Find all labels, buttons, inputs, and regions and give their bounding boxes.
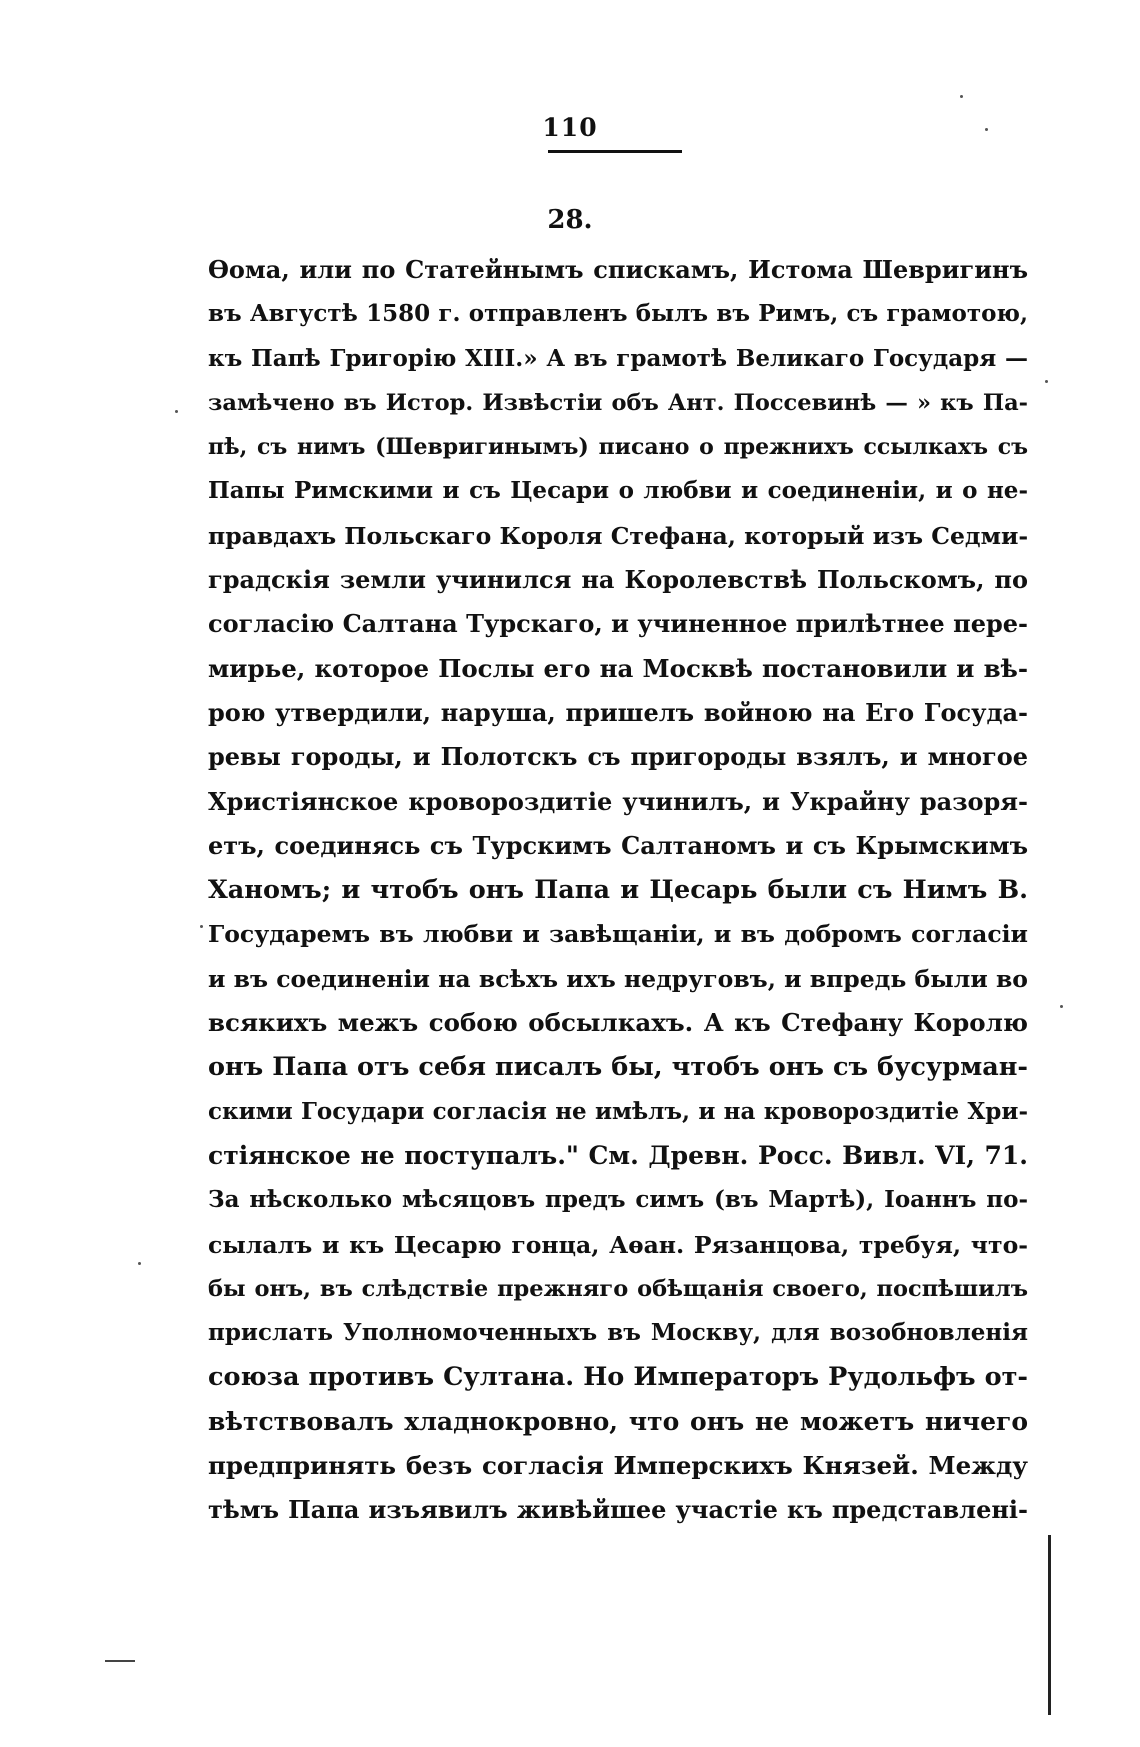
scan-speck <box>960 95 963 98</box>
text-line: Христіянское кровороздитіе учинилъ, и Украйну разоря- <box>208 786 1028 816</box>
text-line: Ѳома, или по Статейнымъ спискамъ, Истома Шевригинъ <box>208 255 1028 284</box>
page-number-rule <box>548 150 682 153</box>
text-line: мирье, которое Послы его на Москвѣ постановили и вѣ- <box>208 653 1028 683</box>
text-line: рою утвердили, нарушa, пришелъ войною на Его Госуда- <box>208 697 1028 727</box>
text-line: правдахъ Польскаго Короля Стефана, который изъ Седми- <box>208 521 1029 550</box>
text-line: За нѣсколько мѣсяцовъ предъ симъ (въ Мартѣ), Іоаннъ по- <box>208 1186 1028 1214</box>
scan-speck <box>1045 380 1048 383</box>
text-line: етъ, соединясь съ Турскимъ Салтаномъ и съ Крымскимъ <box>208 830 1028 860</box>
text-line: скими Государи согласія не имѣлъ, и на кровороздитіе Хри- <box>208 1097 1028 1125</box>
text-line: стіянское не поступалъ." См. Древн. Росс. Вивл. VI, 71. <box>208 1140 1028 1170</box>
text-line: ревы городы, и Полотскъ съ пригороды взялъ, и многое <box>208 742 1028 772</box>
text-line: къ Папѣ Григорію XIII.» А въ грамотѣ Великаго Государя — <box>208 344 1028 372</box>
page-number: 110 <box>542 113 598 142</box>
text-line: сылалъ и къ Цесарю гонца, Аѳан. Рязанцова, требуя, что- <box>208 1230 1028 1259</box>
text-line: тѣмъ Папа изъявилъ живѣйшее участіе къ представлені- <box>208 1495 1028 1525</box>
text-line: прислать Уполномоченныхъ въ Москву, для возобновленія <box>208 1319 1028 1347</box>
text-line: согласію Салтана Турскаго, и учиненное прилѣтнее пере- <box>208 609 1028 639</box>
text-line: бы онъ, въ слѣдствіе прежняго обѣщанія своего, поспѣшилъ <box>208 1275 1028 1302</box>
text-line: Ханомъ; и чтобъ онъ Папа и Цесарь были съ Нимъ В. <box>208 875 1028 906</box>
body-text <box>208 248 1028 1533</box>
scan-speck <box>138 1262 141 1265</box>
text-line: всякихъ межъ собою обсылкахъ. А къ Стефану Королю <box>208 1008 1028 1038</box>
text-line: предпринять безъ согласія Имперскихъ Князей. Между <box>208 1451 1028 1481</box>
scan-speck <box>175 410 178 413</box>
text-line: союза противъ Султана. Но Императоръ Рудольфъ от- <box>208 1362 1028 1393</box>
text-line: пѣ, съ нимъ (Шевригинымъ) писано о прежнихъ ссылкахъ съ <box>208 434 1028 461</box>
scan-speck <box>985 128 988 131</box>
margin-line-mark <box>1048 1535 1051 1715</box>
text-line: онъ Папа отъ себя писалъ бы, чтобъ онъ съ бусурман- <box>208 1052 1028 1083</box>
text-line: вѣтствовалъ хладнокровно, что онъ не можетъ ничего <box>208 1406 1028 1436</box>
scan-speck <box>200 925 203 928</box>
section-number: 28. <box>547 205 593 235</box>
text-line: въ Августѣ 1580 г. отправленъ былъ въ Римъ, съ грамотою, <box>208 300 1028 328</box>
text-line: Государемъ въ любви и завѣщаніи, и въ добромъ согласіи <box>208 920 1028 949</box>
text-line: Папы Римскими и съ Цесари о любви и соединеніи, и о не- <box>208 477 1028 505</box>
margin-dash-mark <box>105 1660 135 1662</box>
scan-speck <box>1060 1005 1063 1008</box>
text-line: градскія земли учинился на Королевствѣ Польскомъ, по <box>208 565 1028 595</box>
text-line: замѣчено въ Истор. Извѣстіи объ Ант. Поссевинѣ — » къ Па- <box>208 389 1028 416</box>
text-line: и въ соединеніи на всѣхъ ихъ недруговъ, и впредь были во <box>208 964 1028 993</box>
